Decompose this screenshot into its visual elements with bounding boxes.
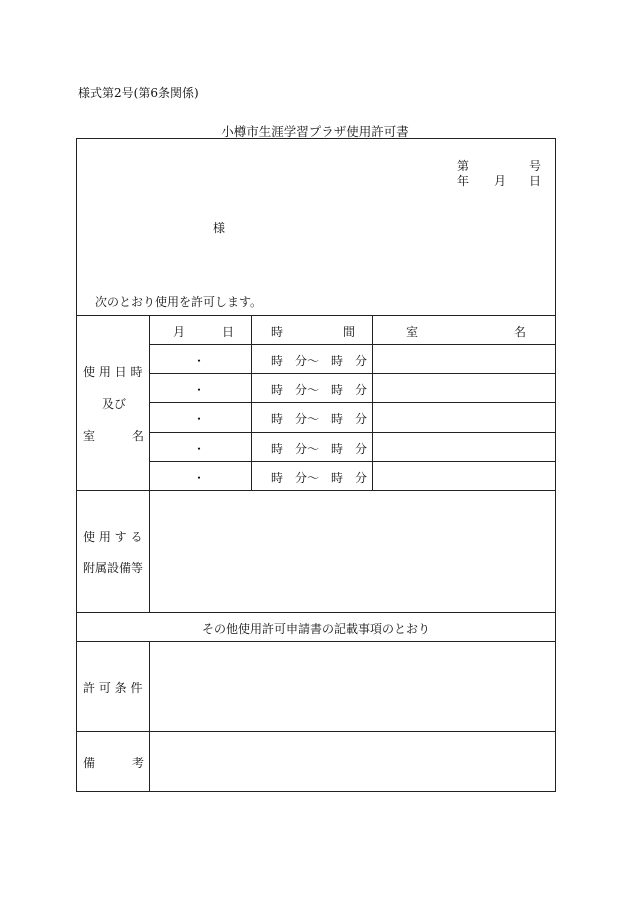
schedule-label-2: 及び — [102, 397, 127, 411]
schedule-label-3b: 名 — [132, 429, 145, 443]
col-time-b: 間 — [343, 325, 356, 339]
equipment-label-1: 使 用 す る — [83, 530, 143, 544]
document-title: 小樽市生涯学習プラザ使用許可書 — [221, 124, 409, 139]
permission-statement: 次のとおり使用を許可します。 — [95, 295, 263, 309]
label-column-line-b — [149, 641, 150, 791]
col-day: 日 — [222, 325, 235, 339]
row-2-time: 時 分〜 時 分 — [271, 383, 368, 397]
date-month: 月 — [494, 174, 507, 188]
other-note: その他使用許可申請書の記載事項のとおり — [201, 622, 430, 636]
divider-row-2 — [149, 402, 555, 403]
number-go: 号 — [529, 159, 542, 173]
col-month: 月 — [173, 325, 186, 339]
divider-equipment-end — [77, 612, 555, 613]
divider-row-4 — [149, 461, 555, 462]
remarks-label-a: 備 — [83, 756, 96, 770]
col-room-a: 室 — [406, 325, 419, 339]
date-year: 年 — [457, 174, 470, 188]
divider-row-3 — [149, 432, 555, 433]
row-5-time: 時 分〜 時 分 — [271, 471, 368, 485]
row-2-date-dot: ・ — [192, 383, 205, 397]
row-4-time: 時 分〜 時 分 — [271, 442, 368, 456]
col-room-b: 名 — [514, 325, 527, 339]
divider-sched-head — [149, 344, 555, 345]
date-day: 日 — [529, 174, 542, 188]
form-number: 様式第2号(第6条関係) — [78, 86, 199, 100]
col-time-a: 時 — [271, 325, 284, 339]
time-column-line — [372, 315, 373, 490]
addressee-suffix: 様 — [213, 221, 226, 235]
schedule-label-3a: 室 — [83, 429, 96, 443]
remarks-label-b: 考 — [132, 756, 145, 770]
row-3-date-dot: ・ — [192, 412, 205, 426]
row-3-time: 時 分〜 時 分 — [271, 412, 368, 426]
conditions-label: 許 可 条 件 — [83, 681, 143, 695]
row-1-time: 時 分〜 時 分 — [271, 354, 368, 368]
schedule-label-1: 使 用 日 時 — [83, 365, 143, 379]
row-5-date-dot: ・ — [192, 471, 205, 485]
divider-row-1 — [149, 373, 555, 374]
date-column-line — [251, 315, 252, 490]
row-4-date-dot: ・ — [192, 442, 205, 456]
number-dai: 第 — [457, 159, 470, 173]
row-1-date-dot: ・ — [192, 354, 205, 368]
label-column-line-a — [149, 315, 150, 612]
equipment-label-2: 附属設備等 — [83, 561, 144, 575]
permit-form-table — [76, 138, 556, 792]
